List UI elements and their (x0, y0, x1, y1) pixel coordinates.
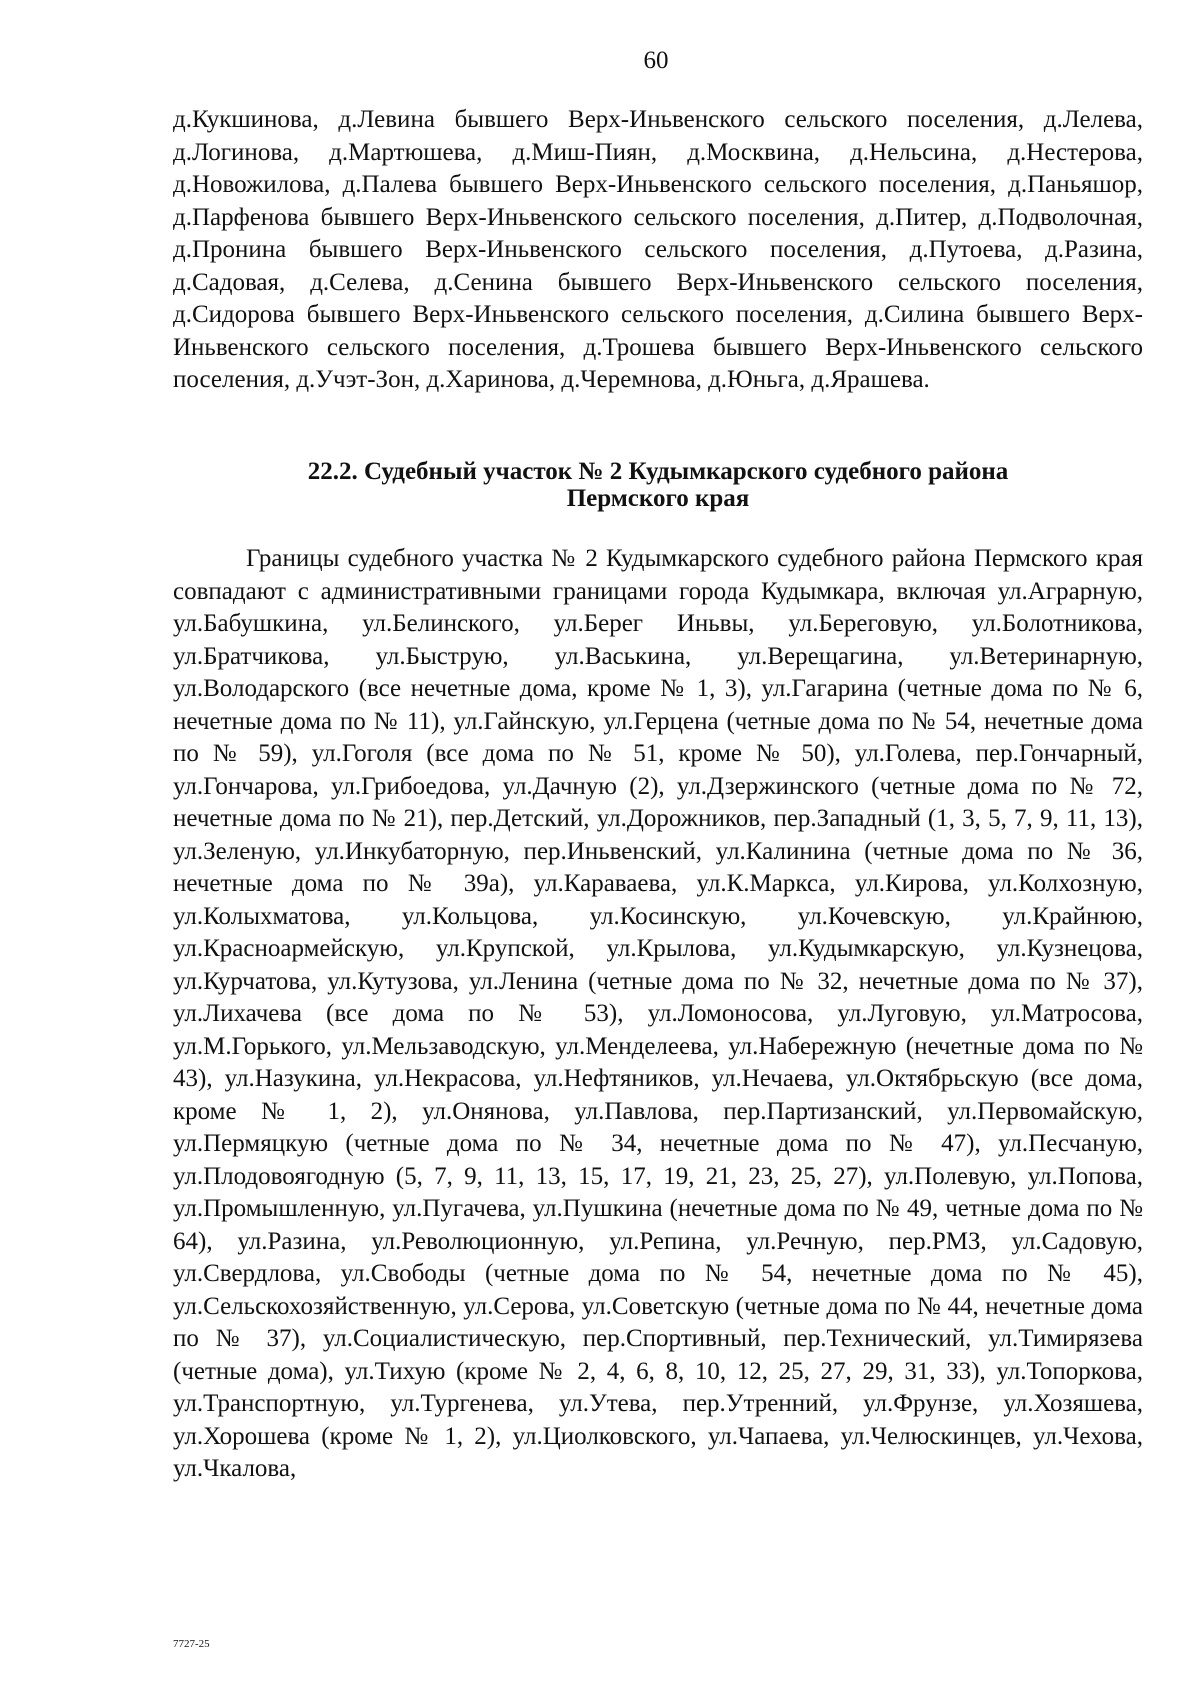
continued-paragraph: д.Кукшинова, д.Левина бывшего Верх-Иньвенского сельского поселения, д.Лелева, д.Логинова, д.Мартюшева, д.Миш-Пиян, д.Москвина, д.Нельсина, д.Нестерова, д.Новожилова, д.Палева бывшего Верх-Иньвенского сельского поселения, д.Паньяшор, д.Парфенова бывшего Верх-Иньвенского сельского поселения, д.Питер, д.Подволочная, д.Пронина бывшего Верх-Иньвенского сельского поселения, д.Путоева, д.Разина, д.Садовая, д.Селева, д.Сенина бывшего Верх-Иньвенского сельского поселения, д.Сидорова бывшего Верх-Иньвенского сельского поселения, д.Силина бывшего Верх-Иньвенского сельского поселения, д.Трошева бывшего Верх-Иньвенского сельского поселения, д.Учэт-Зон, д.Харинова, д.Черемнова, д.Юньга, д.Ярашева. (173, 106, 1143, 393)
document-code: 7727-25 (173, 1638, 210, 1650)
section-heading-line-1: 22.2. Судебный участок № 2 Кудымкарского судебного района (307, 458, 1009, 485)
section-paragraph: Границы судебного участка № 2 Кудымкарского судебного района Пермского края совпадают с административными границами города Кудымкара, включая ул.Аграрную, ул.Бабушкина, ул.Белинского, ул.Берег Иньвы, ул.Береговую, ул.Болотникова, ул.Братчикова, ул.Быструю, ул.Васькина, ул.Верещагина, ул.Ветеринарную, ул.Володарского (все нечетные дома, кроме № 1, 3), ул.Гагарина (четные дома по № 6, нечетные дома по № 11), ул.Гайнскую, ул.Герцена (четные дома по № 54, нечетные дома по № 59), ул.Гоголя (все дома по № 51, кроме № 50), ул.Голева, пер.Гончарный, ул.Гончарова, ул.Грибоедова, ул.Дачную (2), ул.Дзержинского (четные дома по № 72, нечетные дома по № 21), пер.Детский, ул.Дорожников, пер.Западный (1, 3, 5, 7, 9, 11, 13), ул.Зеленую, ул.Инкубаторную, пер.Иньвенский, ул.Калинина (четные дома по № 36, нечетные дома по № 39а), ул.Караваева, ул.К.Маркса, ул.Кирова, ул.Колхозную, ул.Колыхматова, ул.Кольцова, ул.Косинскую, ул.Кочевскую, ул.Крайнюю, ул.Красноармейскую, ул.Крупской, ул.Крылова, ул.Кудымкарскую, ул.Кузнецова, ул.Курчатова, ул.Кутузова, ул.Ленина (четные дома по № 32, нечетные дома по № 37), ул.Лихачева (все дома по № 53), ул.Ломоносова, ул.Луговую, ул.Матросова, ул.М.Горького, ул.Мельзаводскую, ул.Менделеева, ул.Набережную (нечетные дома по № 43), ул.Назукина, ул.Некрасова, ул.Нефтяников, ул.Нечаева, ул.Октябрьскую (все дома, кроме № 1, 2), ул.Онянова, ул.Павлова, пер.Партизанский, ул.Первомайскую, ул.Пермяцкую (четные дома по № 34, нечетные дома по № 47), ул.Песчаную, ул.Плодовоягодную (5, 7, 9, 11, 13, 15, 17, 19, 21, 23, 25, 27), ул.Полевую, ул.Попова, ул.Промышленную, ул.Пугачева, ул.Пушкина (нечетные дома по № 49, четные дома по № 64), ул.Разина, ул.Революционную, ул.Репина, ул.Речную, пер.РМЗ, ул.Садовую, ул.Свердлова, ул.Свободы (четные дома по № 54, нечетные дома по № 45), ул.Сельскохозяйственную, ул.Серова, ул.Советскую (четные дома по № 44, нечетные дома по № 37), ул.Социалистическую, пер.Спортивный, пер.Технический, ул.Тимирязева (четные дома), ул.Тихую (кроме № 2, 4, 6, 8, 10, 12, 25, 27, 29, 31, 33), ул.Топоркова, ул.Транспортную, ул.Тургенева, ул.Утева, пер.Утренний, ул.Фрунзе, ул.Хозяшева, ул.Хорошева (кроме № 1, 2), ул.Циолковского, ул.Чапаева, ул.Челюскинцев, ул.Чехова, ул.Чкалова, (173, 545, 1143, 1482)
section-heading (173, 458, 1143, 512)
page-number: 60 (643, 47, 669, 74)
section-heading-line-2: Пермского края (566, 485, 750, 512)
